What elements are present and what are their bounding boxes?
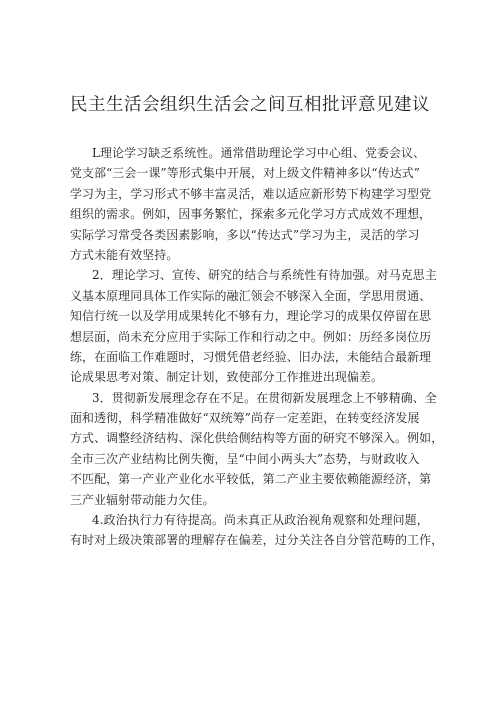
paragraph-line: 组织的需求。例如，因事务繁忙，探索多元化学习方式成效不理想， bbox=[70, 207, 432, 222]
paragraph-line: 有时对上级决策部署的理解存在偏差，过分关注各自分管范畴的工作， bbox=[70, 533, 444, 548]
paragraph-line: 不匹配，第一产业产业化水平较低，第二产业主要依赖能源经济，第 bbox=[70, 472, 432, 487]
paragraph-line: 三产业辐射带动能力欠佳。 bbox=[70, 492, 215, 507]
paragraph-line: L理论学习缺乏系统性。通常借助理论学习中心组、党委会议、 bbox=[92, 146, 426, 160]
paragraph-line: 实际学习常受各类因素影响，多以“传达式”学习为主，灵活的学习 bbox=[70, 227, 420, 242]
paragraph-line: 方式、调整经济结构、深化供给侧结构等方面的研究不够深入。例如， bbox=[70, 431, 444, 446]
paragraph-line: 党支部“三会一课”等形式集中开展，对上级文件精神多以“传达式” bbox=[70, 166, 421, 181]
document-body bbox=[70, 143, 462, 551]
paragraph-line: 练，在面临工作难题时，习惯凭借老经验、旧办法，未能结合最新理 bbox=[70, 349, 432, 364]
paragraph-line: 想层面，尚未充分应用于实际工作和行动之中。例如：历经多岗位历 bbox=[70, 329, 432, 344]
paragraph-line: 知信行统一以及学用成果转化不够有力，理论学习的成果仅停留在思 bbox=[70, 309, 432, 324]
paragraph-line: 面和透彻，科学精准做好“双统筹”尚存一定差距，在转变经济发展 bbox=[70, 411, 420, 426]
paragraph-line: 方式未能有效坚持。 bbox=[70, 247, 179, 262]
document-title: 民主生活会组织生活会之间互相批评意见建议 bbox=[70, 95, 430, 115]
paragraph-3 bbox=[70, 388, 462, 510]
paragraph-line: 2．理论学习、宣传、研究的结合与系统性有待加强。对马克思主 bbox=[92, 268, 437, 283]
paragraph-line: 3．贯彻新发展理念存在不足。在贯彻新发展理念上不够精确、全 bbox=[92, 390, 437, 405]
paragraph-1 bbox=[70, 143, 462, 265]
paragraph-4 bbox=[70, 510, 462, 551]
paragraph-line: 论成果思考对策、制定计划，致使部分工作推进出现偏差。 bbox=[70, 370, 384, 385]
paragraph-2 bbox=[70, 265, 462, 387]
paragraph-line: 4.政治执行力有待提高。尚未真正从政治视角观察和处理问题， bbox=[92, 513, 429, 528]
paragraph-line: 义基本原理同具体工作实际的融汇领会不够深入全面，学思用贯通、 bbox=[70, 288, 432, 303]
paragraph-line: 全市三次产业结构比例失衡，呈“中间小两头大”态势，与财政收入 bbox=[70, 451, 420, 466]
paragraph-line: 学习为主，学习形式不够丰富灵活，难以适应新形势下构建学习型党 bbox=[70, 186, 432, 201]
